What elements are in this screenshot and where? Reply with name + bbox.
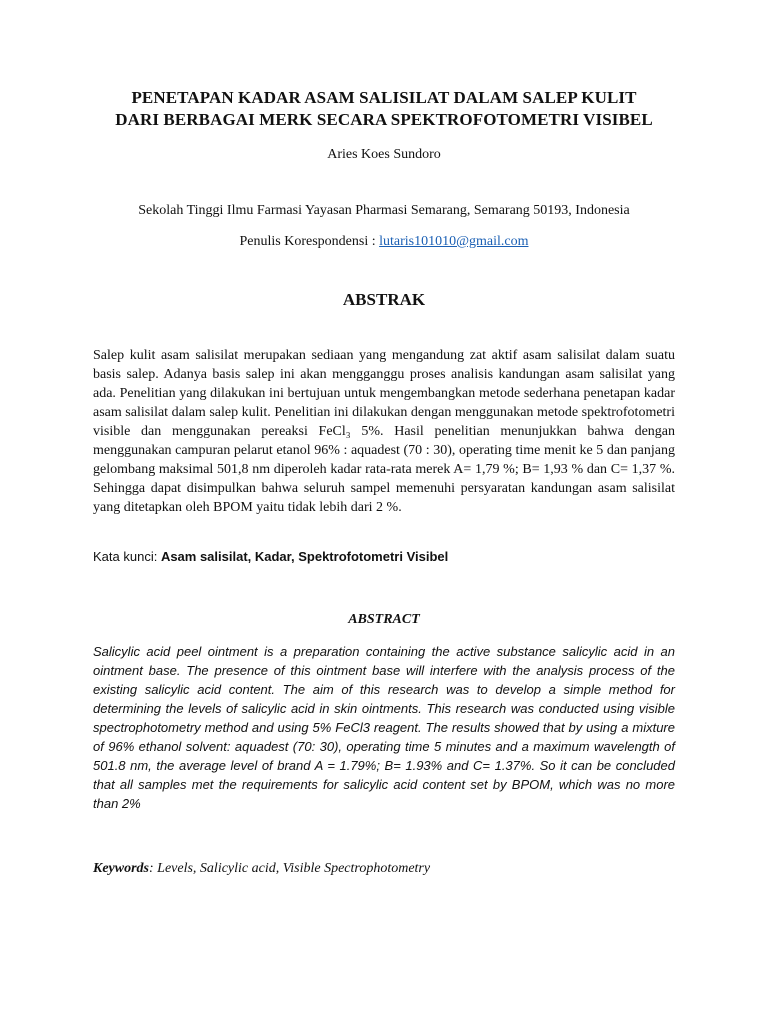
abstract-body: Salicylic acid peel ointment is a preparation containing the active substance salicylic acid in an ointment base. The presence of this ointment base will interfere with the analysis process of the existing salicylic acid content. The aim of this research was to develop a simple method for determining the levels of salicylic acid in skin ointments. This research was conducted using visible spectrophotometry method and using 5% FeCl3 reagent. The results showed that by using a mixture of 96% ethanol solvent: aquadest (70: 30), operating time 5 minutes and a maximum wavelength of 501.8 nm, the average level of brand A = 1.79%; B= 1.93% and C= 1.37%. So it can be concluded that all samples met the requirements for salicylic acid content set by BPOM, which was no more than 2%	[93, 644, 675, 811]
correspondence-label: Penulis Korespondensi :	[239, 234, 380, 249]
author-name: Aries Koes Sundoro	[327, 147, 441, 162]
abstrak-heading: ABSTRAK	[342, 290, 426, 309]
correspondence	[0, 234, 768, 250]
abstract-keywords	[93, 861, 675, 877]
keywords-en-label: Keywords	[93, 861, 149, 876]
abstrak-body: Salep kulit asam salisilat merupakan sediaan yang mengandung zat aktif asam salisilat dalam suatu basis salep. Adanya basis salep ini akan mengganggu proses analisis kandungan asam salisilat yang ada. Penelitian yang dilakukan ini bertujuan untuk mengembangkan metode sederhana penetapan kadar asam salisilat dalam salep kulit. Penelitian ini dilakukan dengan menggunakan metode spektrofotometri visible dan menggunakan pereaksi FeCl₃ 5%. Hasil penelitian menunjukkan bahwa dengan menggunakan campuran pelarut etanol 96% : aquadest (70 : 30), operating time menit ke 5 dan panjang gelombang maksimal 501,8 nm diperoleh kadar rata-rata merek A= 1,79 %; B= 1,93 % dan C= 1,37 %. Sehingga dapat disimpulkan bahwa seluruh sampel memenuhi persyaratan kandungan asam salisilat yang ditetapkan oleh BPOM yaitu tidak lebih dari 2 %.	[93, 348, 675, 515]
abstrak-keywords	[93, 549, 675, 566]
keywords-separator: :	[153, 549, 161, 564]
affiliation: Sekolah Tinggi Ilmu Farmasi Yayasan Pharmasi Semarang, Semarang 50193, Indonesia	[138, 203, 630, 218]
keywords-label: Kata kunci	[93, 549, 154, 564]
keywords-value: Asam salisilat, Kadar, Spektrofotometri Visibel	[160, 549, 449, 564]
abstract-heading: ABSTRACT	[348, 612, 420, 627]
title-line-1: PENETAPAN KADAR ASAM SALISILAT DALAM SALEP KULIT	[131, 88, 637, 107]
email-link[interactable]: lutaris101010@gmail.com	[379, 234, 529, 249]
title-line-2: DARI BERBAGAI MERK SECARA SPEKTROFOTOMETRI VISIBEL	[115, 110, 653, 129]
keywords-en-value: : Levels, Salicylic acid, Visible Spectrophotometry	[149, 861, 431, 876]
